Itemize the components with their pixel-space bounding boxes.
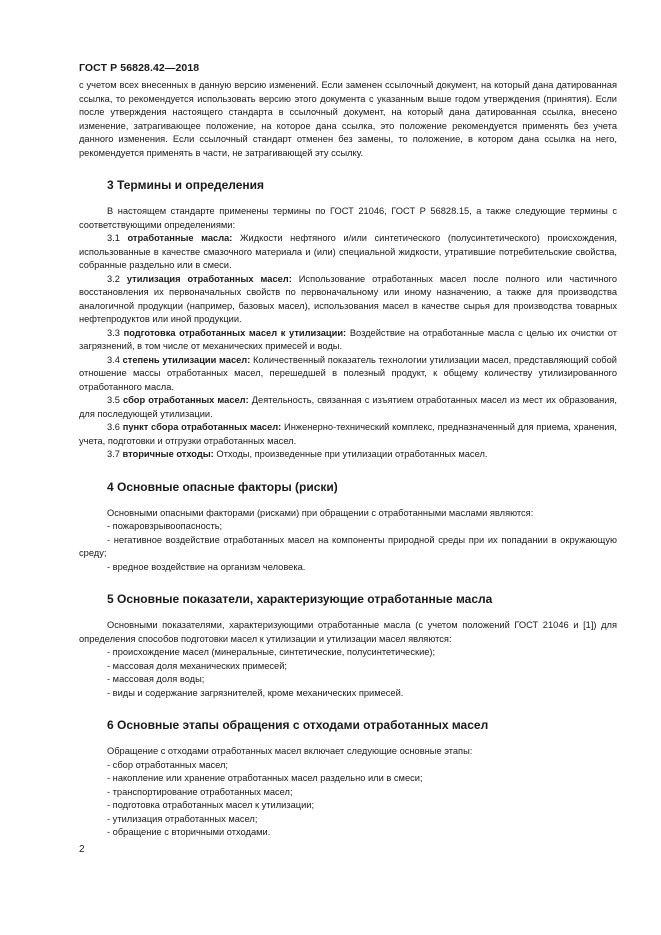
term-3-5 <box>79 394 617 421</box>
term-3-1 <box>79 232 617 273</box>
term-number: 3.1 <box>107 233 120 243</box>
section-5 <box>79 591 617 700</box>
term-number: 3.3 <box>107 327 120 338</box>
term-definition: Инженерно-технический комплекс, предназначенный для приема, хранения, учета, подготовки и отгрузки отработанных масел. <box>79 422 618 446</box>
list-item: - пожаровзрывоопасность; <box>107 521 223 531</box>
term-definition: Жидкости нефтяного и/или синтетического (полусинтетического) происхождения, использованные в качестве смазочного материала и (или) специальной жидкости, утратившие потребительские свойства, собранные раздельно или в смеси. <box>79 233 617 270</box>
list-item: - транспортирование отработанных масел; <box>107 786 293 797</box>
section-5-lead: Основными показателями, характеризующими отработанные масла (с учетом положений ГОСТ 21046 и [1]) для определения способов подготовки масел к утилизации и утилизации масел являются: <box>79 620 617 644</box>
term-name: сбор отработанных масел: <box>123 395 249 405</box>
section-3-lead: В настоящем стандарте применены термины по ГОСТ 21046, ГОСТ Р 56828.15, а также следующие термины с соответствующими определениями: <box>79 206 617 230</box>
list-item: - накопление или хранение отработанных масел раздельно или в смеси; <box>107 773 423 783</box>
intro-paragraph: с учетом всех внесенных в данную версию изменений. Если заменен ссылочный документ, на который дана датированная ссылка, то рекомендуется использовать версию этого документа с указанным выше годом утверждения (принятия). Если после утверждения настоящего стандарта в ссылочный документ, на который дана датированная ссылка, внесено изменение, затрагивающее положение, на которое дана ссылка, это положение рекомендуется применять без учета данного изменения. Если ссылочный стандарт отменен без замены, то положение, в котором дана ссылка на него, рекомендуется применять в части, не затрагивающей эту ссылку. <box>79 80 617 158</box>
term-name: подготовка отработанных масел к утилизации: <box>123 327 347 338</box>
section-3-title: 3 Термины и определения <box>107 178 265 192</box>
term-name: степень утилизации масел: <box>122 354 251 365</box>
term-number: 3.7 <box>107 449 120 459</box>
section-6-title: 6 Основные этапы обращения с отходами отработанных масел <box>107 718 489 732</box>
section-5-list <box>79 646 617 700</box>
term-number: 3.4 <box>107 354 120 365</box>
list-item: - массовая доля механических примесей; <box>107 660 287 671</box>
section-4-title: 4 Основные опасные факторы (риски) <box>107 479 338 494</box>
list-item: - массовая доля воды; <box>107 674 205 684</box>
term-3-7 <box>79 448 617 462</box>
term-name: утилизация отработанных масел: <box>126 273 292 284</box>
term-3-6 <box>79 421 617 448</box>
term-number: 3.6 <box>107 422 120 432</box>
section-6-list <box>79 759 617 840</box>
section-3 <box>79 177 617 462</box>
term-name: пункт сбора отработанных масел: <box>122 422 282 432</box>
list-item: - подготовка отработанных масел к утилизации; <box>107 800 315 810</box>
term-3-2 <box>79 273 617 327</box>
term-number: 3.5 <box>107 395 120 405</box>
page-number: 2 <box>79 844 85 855</box>
term-number: 3.2 <box>107 273 120 284</box>
section-6-lead: Обращение с отходами отработанных масел включает следующие основные этапы: <box>107 746 473 756</box>
list-item: - утилизация отработанных масел; <box>107 813 258 824</box>
list-item: - происхождение масел (минеральные, синтетические, полусинтетические); <box>107 647 436 657</box>
page-content <box>79 79 617 840</box>
term-3-3 <box>79 327 617 354</box>
list-item: - виды и содержание загрязнителей, кроме механических примесей. <box>107 687 404 698</box>
list-item: - вредное воздействие на организм человека. <box>107 561 306 572</box>
section-4 <box>79 479 617 575</box>
list-item: - негативное воздействие отработанных масел на компоненты природной среды при их попадании в окружающую среду; <box>79 534 617 558</box>
section-5-title: 5 Основные показатели, характеризующие отработанные масла <box>107 592 493 606</box>
term-definition: Отходы, произведенные при утилизации отработанных масел. <box>216 449 488 459</box>
list-item: - обращение с вторичными отходами. <box>107 827 271 837</box>
document-header: ГОСТ Р 56828.42—2018 <box>79 62 200 74</box>
term-name: вторичные отходы: <box>122 449 214 459</box>
term-3-4 <box>79 354 617 395</box>
term-name: отработанные масла: <box>127 233 233 243</box>
section-4-list <box>79 520 617 574</box>
term-definition: Использование отработанных масел после полного или частичного восстановления их первоначальных свойств по первоначальному или иному назначению, а также для производства аналогичной продукции (например, базовых масел), использования масел в качестве сырья для производства товарных нефтепродуктов или иной продукции. <box>79 273 617 324</box>
term-definition: Деятельность, связанная с изъятием отработанных масел из мест их образования, для последующей утилизации. <box>79 395 618 419</box>
list-item: - сбор отработанных масел; <box>107 759 229 770</box>
section-6 <box>79 717 617 840</box>
term-definition: Воздействие на отработанные масла с целью их очистки от загрязнений, в том числе от механических примесей и воды. <box>79 327 617 351</box>
term-definition: Количественный показатель технологии утилизации масел, представляющий собой отношение массы отработанных масел, перешедшей в полезный продукт, к общему количеству утилизированного отработанного масла. <box>79 354 617 392</box>
section-4-lead: Основными опасными факторами (рисками) при обращении с отработанными маслами являются: <box>107 507 534 518</box>
